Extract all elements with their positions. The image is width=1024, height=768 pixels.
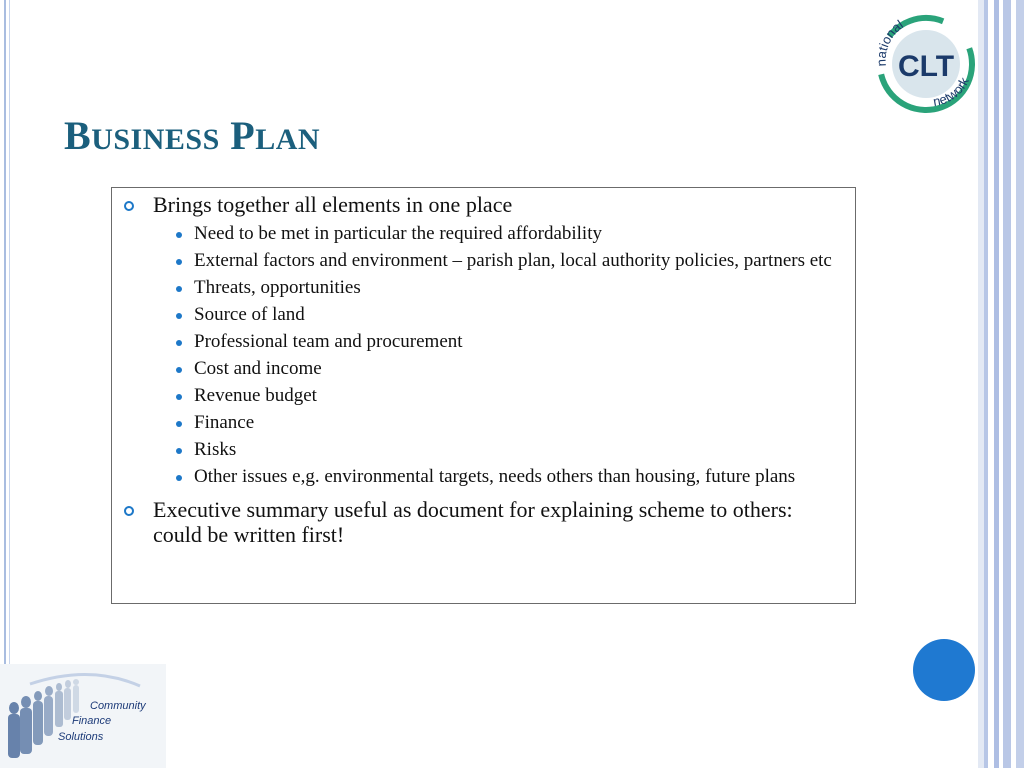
sub-bullet-item <box>124 412 841 433</box>
bullet-dot-icon <box>176 286 182 292</box>
bullet-dot-icon <box>176 232 182 238</box>
sub-bullet-item <box>124 250 841 271</box>
decorative-blue-circle <box>913 639 975 701</box>
content-box <box>111 187 856 604</box>
sub-bullet-item <box>124 358 841 379</box>
bullet-point-2 <box>124 497 841 547</box>
bullet-circle-icon <box>124 201 134 211</box>
title-initial-2: P <box>230 113 256 158</box>
bullet-circle-icon <box>124 506 134 516</box>
left-decor-line-inner <box>9 0 10 664</box>
title-rest-1: USINESS <box>91 123 220 156</box>
left-decor-line <box>4 0 6 664</box>
cfs-line-2: Finance <box>72 715 112 727</box>
bullet-dot-icon <box>176 340 182 346</box>
sub-bullet-item <box>124 223 841 244</box>
sub-bullet-text: Threats, opportunities <box>194 277 361 298</box>
sub-bullet-item <box>124 304 841 325</box>
bullet-dot-icon <box>176 421 182 427</box>
sub-bullet-text: Professional team and procurement <box>194 331 463 352</box>
bullet-point-1 <box>124 192 841 487</box>
cfs-line-3: Solutions <box>58 731 104 743</box>
sub-bullet-text: Revenue budget <box>194 385 317 406</box>
community-finance-solutions-logo <box>0 664 166 768</box>
bullet-point-1-text: Brings together all elements in one place <box>153 192 513 217</box>
clt-center-text: CLT <box>897 50 955 83</box>
bullet-dot-icon <box>176 367 182 373</box>
bullet-dot-icon <box>176 448 182 454</box>
title-rest-2: LAN <box>255 123 321 156</box>
sub-bullet-text: Source of land <box>194 304 305 325</box>
bullet-dot-icon <box>176 313 182 319</box>
sub-bullet-text: Risks <box>194 439 237 460</box>
bullet-dot-icon <box>176 259 182 265</box>
sub-bullet-text: Need to be met in particular the required affordability <box>194 223 602 244</box>
sub-bullet-text: Cost and income <box>194 358 322 379</box>
sub-bullet-text: External factors and environment – parish plan, local authority policies, partners etc <box>194 250 832 271</box>
clt-network-logo <box>872 8 980 116</box>
sub-bullet-item <box>124 439 841 460</box>
bullet-point-2-text: Executive summary useful as document for explaining scheme to others: could be written first! <box>153 497 793 547</box>
sub-bullet-item <box>124 277 841 298</box>
sub-bullet-item <box>124 385 841 406</box>
bullet-dot-icon <box>176 394 182 400</box>
title-initial-1: B <box>64 113 92 158</box>
right-decor-stripes <box>978 0 1024 768</box>
cfs-line-1: Community <box>90 700 146 712</box>
sub-bullet-item <box>124 331 841 352</box>
sub-bullet-text: Other issues e,g. environmental targets, needs others than housing, future plans <box>194 466 796 487</box>
sub-bullet-text: Finance <box>194 412 255 433</box>
clt-arc-bottom-text: network <box>931 74 972 110</box>
clt-arc-top-text: national <box>873 16 906 67</box>
slide-title <box>64 112 320 159</box>
sub-bullet-item <box>124 466 841 487</box>
bullet-dot-icon <box>176 475 182 481</box>
